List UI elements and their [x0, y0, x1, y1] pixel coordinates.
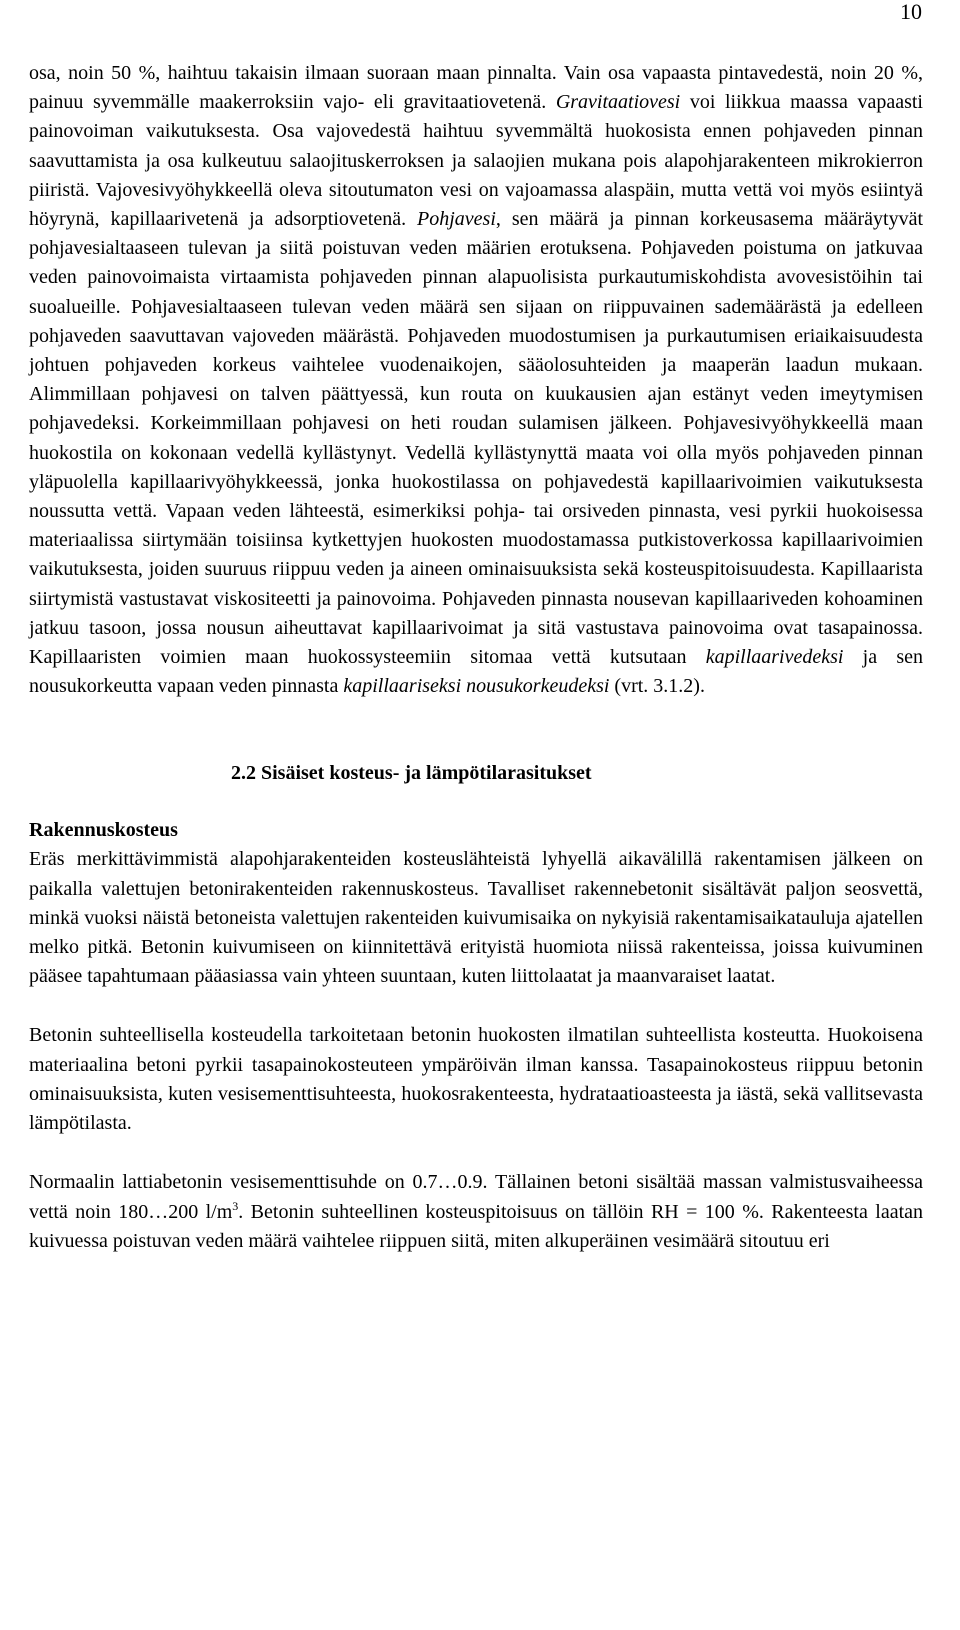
term-kapillaarivedeksi: kapillaarivedeksi — [705, 646, 844, 669]
page-number: 10 — [900, 0, 922, 24]
text-run: , sen määrä ja pinnan korkeusasema määräytyvät pohjavesialtaaseen tulevan ja siitä poistuvan veden määrien erotuksena. Pohjaveden poistuma on jatkuvaa veden painovoimaista virtaamista pohjaveden pinnan alapuolisista purkautumiskohdista avovesistöihin tai suoalueille. Pohjavesialtaaseen tulevan veden määrä sen sijaan on riippuvainen sademäärästä ja edelleen pohjaveden saavuttavan vajoveden määrästä. Pohjaveden muodostumisen ja purkautumisen eriaikaisuudesta johtuen pohjaveden korkeus vaihtelee vuodenaikojen, sääolosuhteiden ja maaperän laadun mukaan. Alimmillaan pohjavesi on talven päättyessä, kun routa on kuukausien ajan estänyt veden imeytymisen pohjavedeksi. Korkeimmillaan pohjavesi on heti roudan sulamisen jälkeen. Pohjavesivyöhykkeellä maan huokostila on kokonaan vedellä kyllästynyt. Vedellä kyllästynyttä maata voi olla myös pohjaveden pinnan yläpuolella kapillaarivyöhykkeessä, jonka huokostilassa on pohjavedestä kapillaarivoimien vaikutuksesta noussutta vettä. Vapaan veden lähteestä, esimerkiksi pohja- tai orsiveden pinnasta, vesi pyrkii huokoisessa materiaalissa siirtymään toisiinsa kytkettyjen huokosten muodostamassa putkistoverkossa kapillaarivoimien vaikutuksesta, joiden suuruus riippuu veden ja aineen ominaisuuksista sekä kosteuspitoisuudesta. Kapillaarista siirtymistä vastustavat viskositeetti ja painovoima. Pohjaveden pinnasta nousevan kapillaariveden kohoaminen jatkuu tasoon, jossa nousun aiheuttavat kapillaarivoimat ja sitä vastustava painovoima ovat tasapainossa. Kapillaaristen voimien maan huokossysteemiin sitomaa vettä kutsutaan — [29, 208, 923, 669]
text-run: Normaalin lattiabetonin vesisementtisuhde on 0.7…0.9. Tällainen betoni sisältää massan valmistusvaiheessa vettä noin 180…200 l/m — [29, 1171, 923, 1223]
subheading: Rakennuskosteus — [29, 819, 178, 842]
term-gravitaatiovesi: Gravitaatiovesi — [555, 91, 681, 114]
term-pohjavesi: Pohjavesi — [417, 208, 496, 231]
text-run: osa, noin 50 %, haihtuu takaisin ilmaan suoraan maan pinnalta. Vain osa vapaasta pintavedestä, noin 20 %, painuu syvemmälle maakerroksiin vajo- eli gravitaatiovetenä. — [29, 62, 923, 114]
paragraph-groundwater — [29, 59, 923, 701]
text-run: (vrt. 3.1.2). — [609, 675, 705, 698]
term-kapillaariseksi-nousukorkeudeksi: kapillaariseksi nousukorkeudeksi — [343, 675, 610, 698]
superscript: 3 — [232, 1198, 239, 1213]
paragraph-suhteellinen-kosteus: Betonin suhteellisella kosteudella tarkoitetaan betonin huokosten ilmatilan suhteellista kosteutta. Huokoisena materiaalina betoni pyrkii tasapainokosteuteen ympäröivän ilman kanssa. Tasapainokosteus riippuu betonin ominaisuuksista, kuten vesisementtisuhteesta, huokosrakenteesta, hydrataatioasteesta ja iästä, sekä vallitsevasta lämpötilasta. — [29, 1024, 923, 1135]
text-run: . Betonin suhteellinen kosteuspitoisuus on tällöin RH = 100 %. Rakenteesta laatan kuivuessa poistuvan veden määrä vaihtelee riippuen siitä, miten alkuperäinen vesimäärä sitoutuu eri — [29, 1200, 924, 1252]
section-heading: 2.2 Sisäiset kosteus- ja lämpötilarasitukset — [231, 762, 592, 785]
text-run: voi liikkua maassa vapaasti painovoiman vaikutuksesta. Osa vajovedestä haihtuu syvemmältä huokosista ennen pohjaveden pinnan saavuttamista ja osa kulkeutuu salaojituskerroksen ja salaojien mukana pois alapohjarakenteen mikrokierron piiristä. Vajovesivyöhykkeellä oleva sitoutumaton vesi on vajoamassa alaspäin, mutta vettä voi myös esiintyä höyrynä, kapillaarivetenä ja adsorptiovetenä. — [29, 91, 923, 231]
paragraph-vesisementtisuhde — [29, 1168, 923, 1256]
document-body — [29, 59, 923, 1256]
paragraph-rakennuskosteus: Eräs merkittävimmistä alapohjarakenteiden kosteuslähteistä lyhyellä aikavälillä rakentamisen jälkeen on paikalla valettujen betonirakenteiden rakennuskosteus. Tavalliset rakennebetonit sisältävät paljon seosvettä, minkä vuoksi näistä betoneista valettujen rakenteiden kuivumisaika on nykyisiä rakentamisaikatauluja ajatellen melko pitkä. Betonin kuivumiseen on kiinnitettävä erityistä huomiota niissä rakenteissa, joissa kuivuminen pääsee tapahtumaan pääasiassa vain yhteen suuntaan, kuten liittolaatat ja maanvaraiset laatat. — [29, 848, 923, 988]
text-run: ja sen nousukorkeutta vapaan veden pinnasta — [29, 646, 924, 698]
